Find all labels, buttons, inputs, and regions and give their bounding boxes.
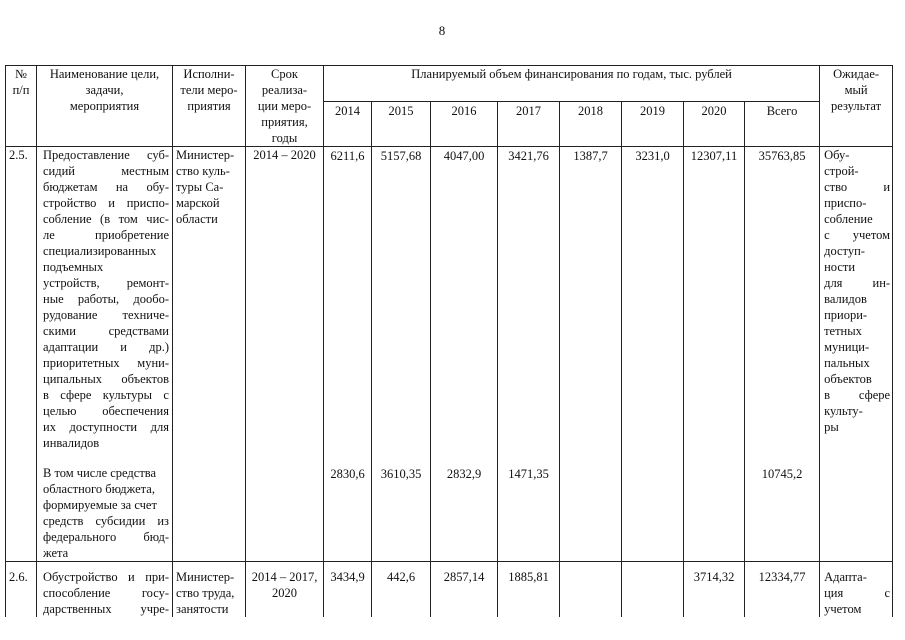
header-result: Ожидае- мый результат [820, 66, 893, 147]
value-total: 12334,77 [745, 562, 820, 618]
value-2014: 3434,9 [324, 562, 372, 618]
value-2020: 12307,11 [684, 147, 745, 452]
value-2016: 2832,9 [431, 465, 498, 562]
header-year-2019: 2019 [622, 102, 684, 147]
row-result: Адапта- ция с учетом [820, 562, 893, 618]
value-2020: 3714,32 [684, 562, 745, 618]
value-2017: 1885,81 [498, 562, 560, 618]
header-year-2016: 2016 [431, 102, 498, 147]
value-2019 [622, 562, 684, 618]
row-name: Обустройство и при- способление госу- дарственных учре- [37, 562, 173, 618]
header-no: № п/п [6, 66, 37, 147]
table-row [6, 465, 893, 562]
value-2018 [560, 562, 622, 618]
value-2015: 3610,35 [372, 465, 431, 562]
value-2017: 1471,35 [498, 465, 560, 562]
row-result: Обу- стрoй- ство и приспо- собление с учетом доступ- ности для ин- валидов приори- тетных муници- пальных объектов в сфере культу- ры [820, 147, 893, 452]
row-term: 2014 – 2020 [246, 147, 324, 452]
row-number: 2.5. [6, 147, 37, 452]
financing-table [5, 65, 893, 617]
header-term: Срок реализа- ции меро- приятия, годы [246, 66, 324, 147]
value-2019: 3231,0 [622, 147, 684, 452]
table-row [6, 147, 893, 452]
header-name: Наименование цели, задачи, мероприятия [37, 66, 173, 147]
row-number [6, 465, 37, 562]
header-year-2017: 2017 [498, 102, 560, 147]
row-executor: Министер- ство куль- туры Са- марской области [173, 147, 246, 452]
row-term [246, 465, 324, 562]
header-financing: Планируемый объем финансирования по годам, тыс. рублей [324, 66, 820, 102]
row-term: 2014 – 2017, 2020 [246, 562, 324, 618]
value-total: 35763,85 [745, 147, 820, 452]
header-year-2018: 2018 [560, 102, 622, 147]
header-year-2020: 2020 [684, 102, 745, 147]
value-2015: 5157,68 [372, 147, 431, 452]
value-2017: 3421,76 [498, 147, 560, 452]
value-2018 [560, 465, 622, 562]
value-2018: 1387,7 [560, 147, 622, 452]
row-number: 2.6. [6, 562, 37, 618]
value-2014: 2830,6 [324, 465, 372, 562]
row-name: Предоставление суб- сидий местным бюджетам на обу- стройство и приспо- собление (в том чис- ле приобретение специализированных подъемных устройств, ремонт- ные работы, дообо- рудование техниче- скими средствами адаптации и др.) приоритетных муни- ципальных объектов в сфере культуры с целью обеспечения их доступности для инвалидов [37, 147, 173, 452]
header-year-2015: 2015 [372, 102, 431, 147]
row-executor: Министер- ство труда, занятости [173, 562, 246, 618]
header-executor: Исполни- тели меро- приятия [173, 66, 246, 147]
value-2016: 4047,00 [431, 147, 498, 452]
value-2015: 442,6 [372, 562, 431, 618]
row-name: В том числе средства областного бюджета, формируемые за счет средств субсидии из федерального бюд- жета [37, 465, 173, 562]
value-2016: 2857,14 [431, 562, 498, 618]
header-year-2014: 2014 [324, 102, 372, 147]
value-2019 [622, 465, 684, 562]
table-row [6, 562, 893, 618]
value-2020 [684, 465, 745, 562]
row-executor [173, 465, 246, 562]
value-2014: 6211,6 [324, 147, 372, 452]
header-total: Всего [745, 102, 820, 147]
value-total: 10745,2 [745, 465, 820, 562]
row-result [820, 465, 893, 562]
page-number: 8 [438, 23, 446, 38]
